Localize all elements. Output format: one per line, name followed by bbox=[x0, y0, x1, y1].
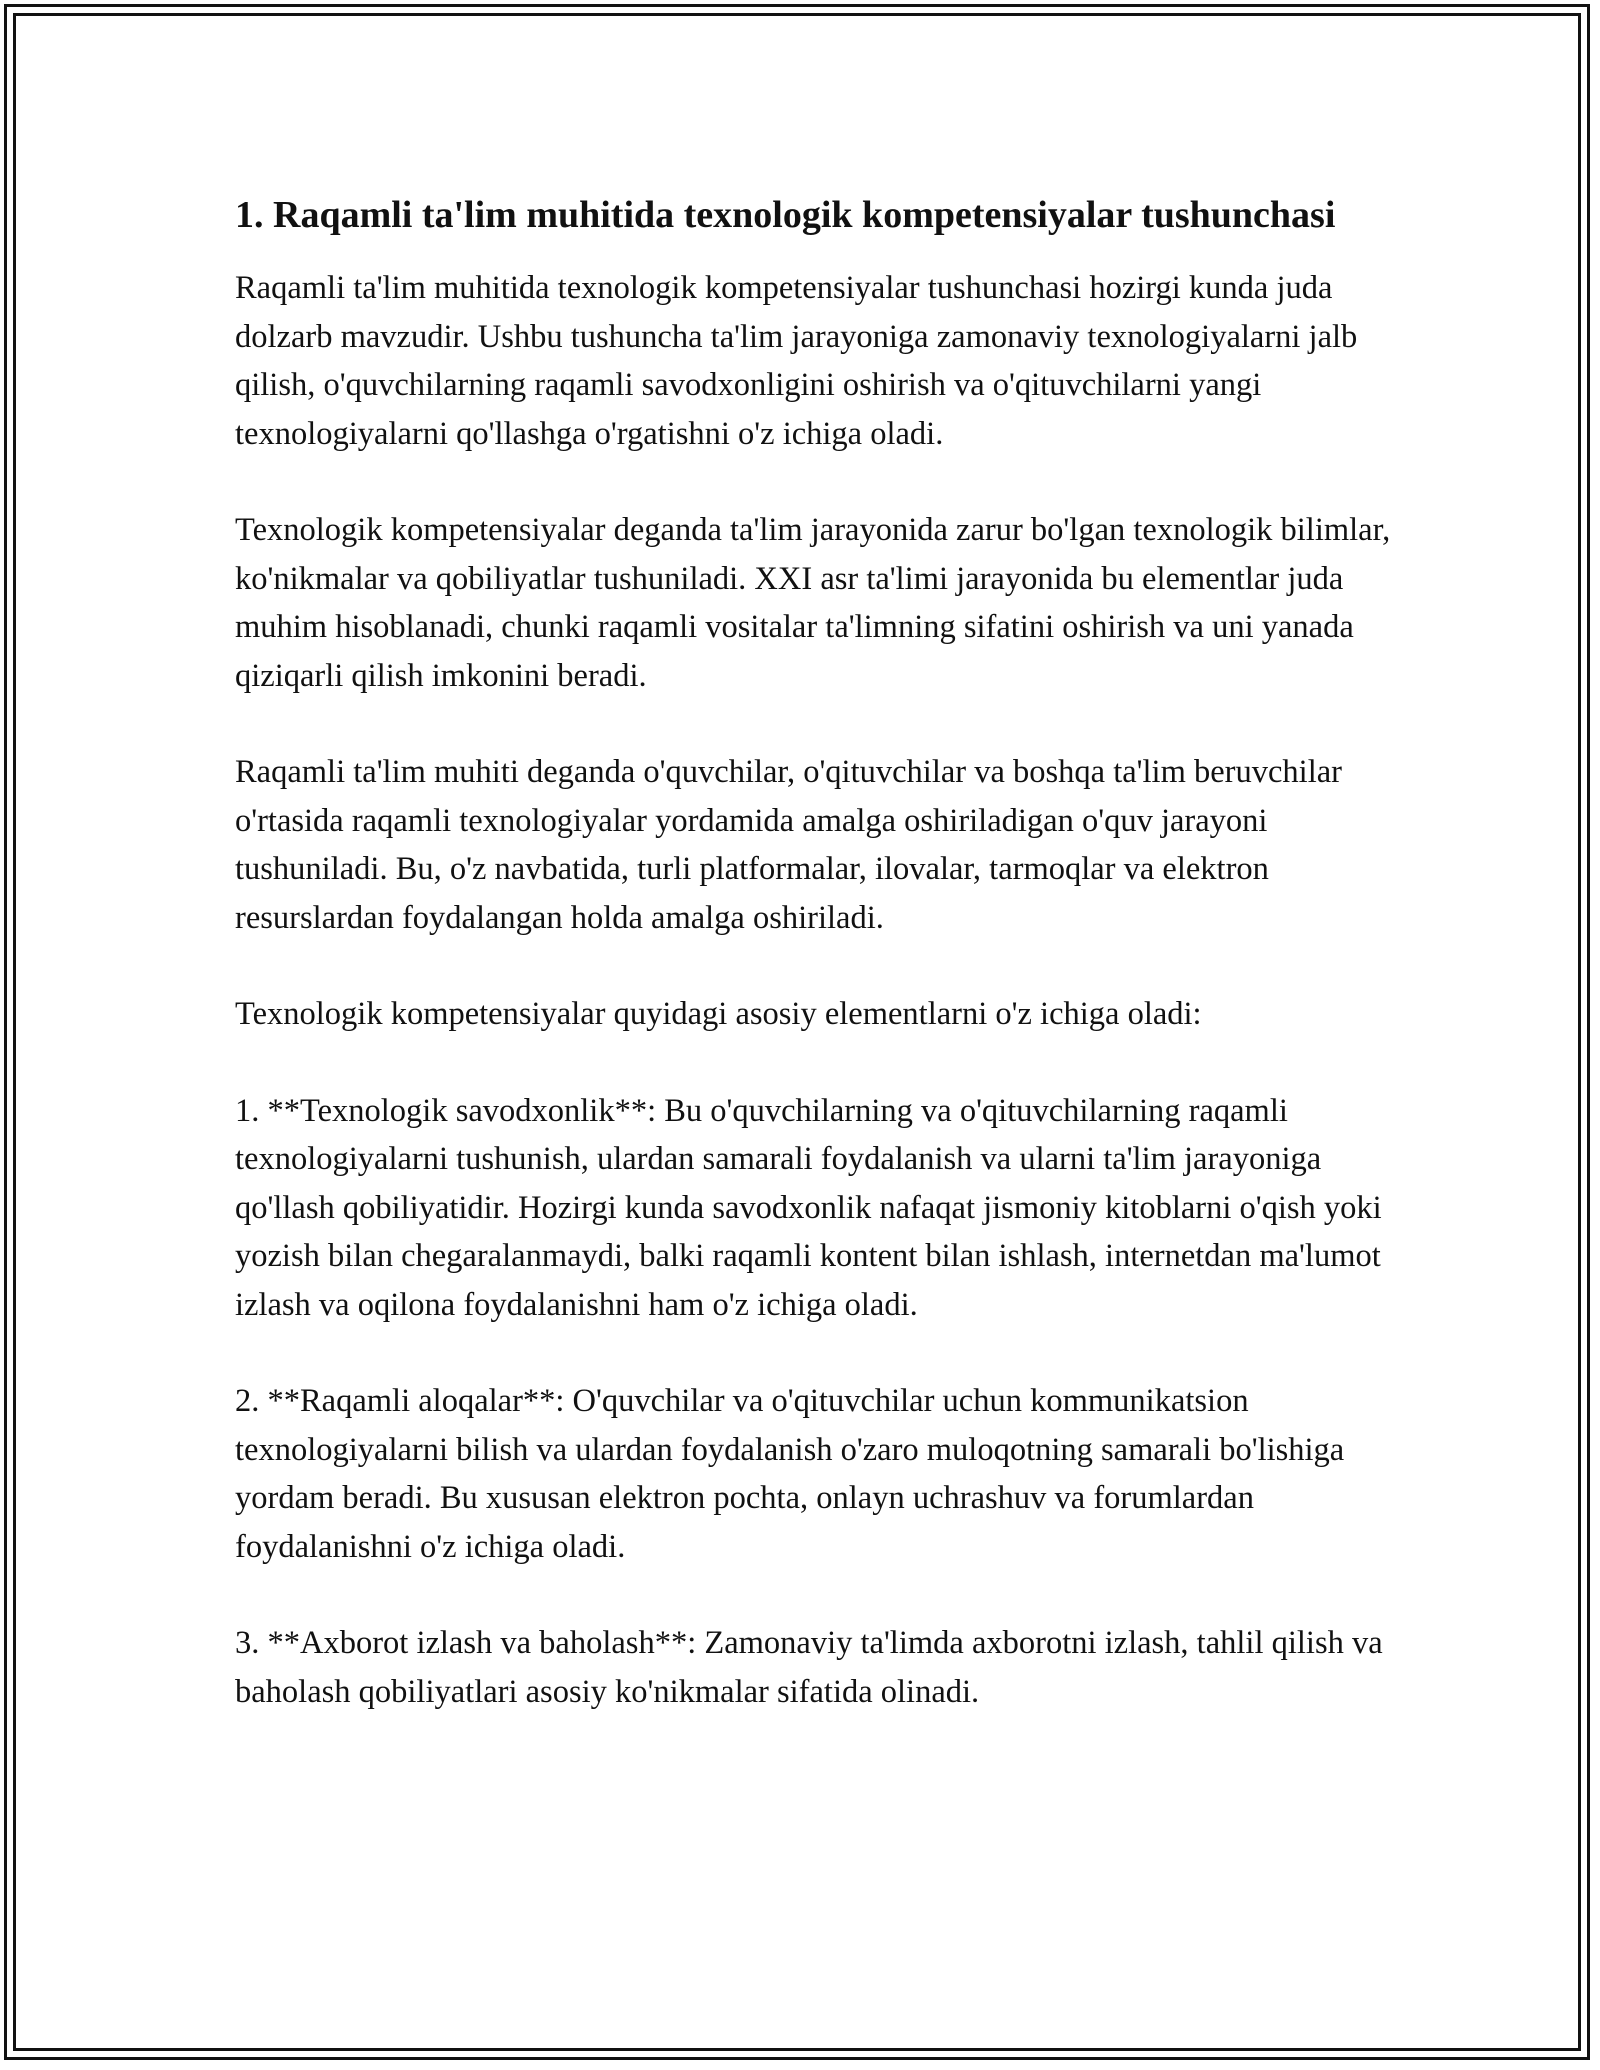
paragraph-definition: Texnologik kompetensiyalar deganda ta'lim jarayonida zarur bo'lgan texnologik bilimlar, ko'nikmalar va qobiliyatlar tushuniladi. XXI asr ta'limi jarayonida bu elementlar juda muhim hisoblanadi, chunki raqamli vositalar ta'limning sifatini oshirish va uni yanada qiziqarli qilish imkonini beradi. bbox=[235, 512, 1391, 694]
list-item-technological-literacy: 1. **Texnologik savodxonlik**: Bu o'quvchilarning va o'qituvchilarning raqamli texnologiyalarni tushunish, ulardan samarali foydalanish va ularni ta'lim jarayoniga qo'llash qobiliyatidir. Hozirgi kunda savodxonlik nafaqat jismoniy kitoblarni o'qish yoki yozish bilan chegaralanmaydi, balki raqamli kontent bilan ishlash, internetdan ma'lumot izlash va oqilona foydalanishni ham o'z ichiga oladi. bbox=[235, 1092, 1382, 1323]
paragraph-elements-intro: Texnologik kompetensiyalar quyidagi asosiy elementlarni o'z ichiga oladi: bbox=[235, 996, 1202, 1032]
document-body bbox=[235, 188, 1395, 1716]
paragraph-intro: Raqamli ta'lim muhitida texnologik kompetensiyalar tushunchasi hozirgi kunda juda dolzarb mavzudir. Ushbu tushuncha ta'lim jarayoniga zamonaviy texnologiyalarni jalb qilish, o'quvchilarning raqamli savodxonligini oshirish va o'qituvchilarni yangi texnologiyalarni qo'llashga o'rgatishni o'z ichiga oladi. bbox=[235, 270, 1358, 452]
paragraph-environment: Raqamli ta'lim muhiti deganda o'quvchilar, o'qituvchilar va boshqa ta'lim beruvchilar o'rtasida raqamli texnologiyalar yordamida amalga oshiriladigan o'quv jarayoni tushuniladi. Bu, o'z navbatida, turli platformalar, ilovalar, tarmoqlar va elektron resurslardan foydalangan holda amalga oshiriladi. bbox=[235, 754, 1342, 936]
section-heading: 1. Raqamli ta'lim muhitida texnologik kompetensiyalar tushunchasi bbox=[235, 194, 1336, 236]
list-item-digital-communications: 2. **Raqamli aloqalar**: O'quvchilar va o'qituvchilar uchun kommunikatsion texnologiyalarni bilish va ulardan foydalanish o'zaro muloqotning samarali bo'lishiga yordam beradi. Bu xususan elektron pochta, onlayn uchrashuv va forumlardan foydalanishni o'z ichiga oladi. bbox=[235, 1383, 1345, 1565]
list-item-information-search: 3. **Axborot izlash va baholash**: Zamonaviy ta'limda axborotni izlash, tahlil qilish va baholash qobiliyatlari asosiy ko'nikmalar sifatida olinadi. bbox=[235, 1625, 1383, 1710]
